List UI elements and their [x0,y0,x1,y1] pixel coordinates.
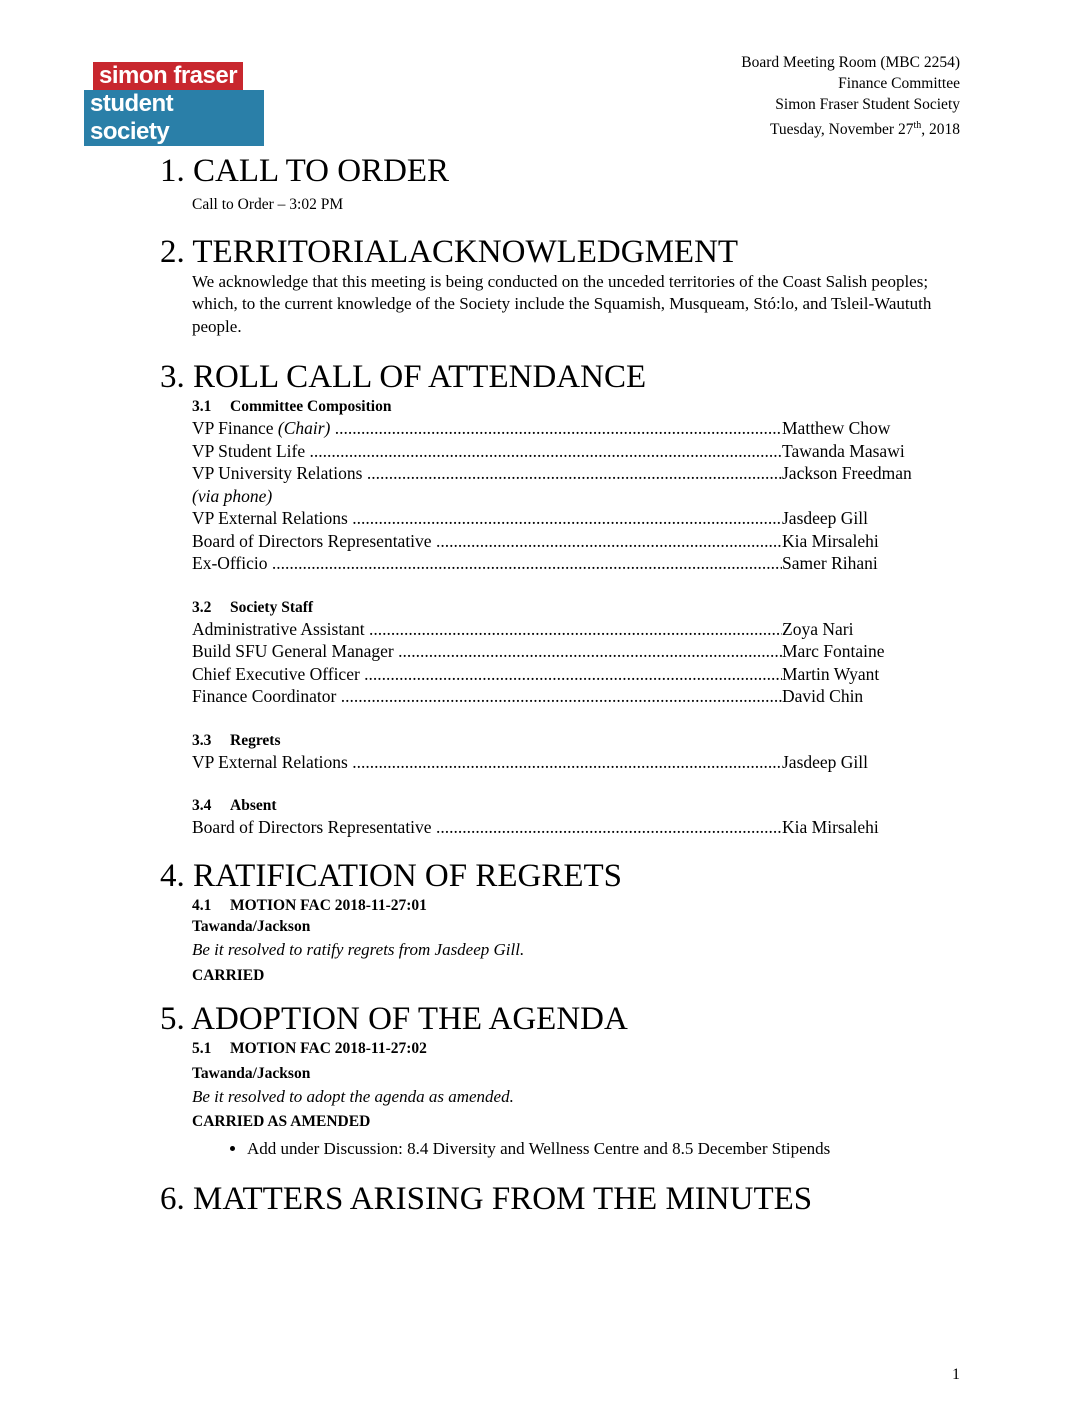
header-society: Simon Fraser Student Society [775,96,960,113]
attendance-person: Samer Rihani [782,553,878,573]
section-2-title: 2. TERRITORIALACKNOWLEDGMENT [160,233,739,270]
attendance-role: Board of Directors Representative ..... [192,530,782,553]
amendment-list [192,1138,960,1160]
acknowledgment-text: We acknowledge that this meeting is being conducted on the unceded territories of the Coast Salish peoples; which, to the current knowledge of the Society include the Squamish, Musqueam, Stó:lo, and Tsleil-Waututh people. [192,271,932,336]
motion-4-1-resolution: Be it resolved to ratify regrets from Jasdeep Gill. [192,939,525,959]
composition-list [192,417,960,575]
attendance-row [192,618,960,641]
header-room: Board Meeting Room (MBC 2254) [741,54,960,71]
ratification-block [192,895,960,987]
minutes-body [160,152,960,1218]
attendance-row [192,816,960,839]
attendance-row [192,685,960,708]
motion-5-1: 5.1 MOTION FAC 2018-11-27:02 [192,1040,427,1057]
attendance-person: Martin Wyant [782,663,880,684]
subheading-composition: 3.1 Committee Composition [192,398,392,415]
logo-line-1: simon fraser [93,62,243,90]
attendance-row [192,417,960,440]
attendance-row [192,462,960,485]
header-date: Tuesday, November 27th, 2018 [769,120,960,139]
subheading-regrets: 3.3 Regrets [192,731,281,749]
attendance-role: Administrative Assistant ..... [192,618,782,641]
attendance-row [192,663,960,686]
regrets-list [192,751,960,774]
motion-4-1: 4.1 MOTION FAC 2018-11-27:01 [192,896,427,914]
attendance-role: Chief Executive Officer ..... [192,663,782,686]
document-header [741,52,960,140]
attendance-person: Jasdeep Gill [782,751,869,772]
sfss-logo [84,62,264,146]
logo-line-2: student society [84,90,264,146]
attendance-person: Jasdeep Gill [782,508,869,528]
attendance-person: Jackson Freedman [782,463,912,483]
motion-5-1-resolution: Be it resolved to adopt the agenda as amended. [192,1087,514,1106]
section-4-title: 4. RATIFICATION OF REGRETS [160,857,623,894]
attendance-block [192,396,960,839]
motion-5-1-movers: Tawanda/Jackson [192,1065,311,1082]
attendance-person: Kia Mirsalehi [782,817,879,837]
attendance-role: Board of Directors Representative ..... [192,816,782,839]
staff-list [192,618,960,708]
attendance-role: VP External Relations ..... [192,751,782,774]
motion-4-1-result: CARRIED [192,967,265,984]
attendance-person: Tawanda Masawi [782,440,905,461]
motion-5-1-result: CARRIED AS AMENDED [192,1112,371,1130]
via-phone-note: (via phone) [192,485,273,506]
attendance-row [192,507,960,530]
section-5-title: 5. ADOPTION OF THE AGENDA [160,1001,628,1037]
page-number: 1 [952,1366,960,1383]
attendance-role: Ex-Officio ..... [192,552,782,575]
amendment-item: • Add under Discussion: 8.4 Diversity and Wellness Centre and 8.5 December Stipends [247,1138,960,1160]
section-3-title: 3. ROLL CALL OF ATTENDANCE [160,359,647,395]
absent-list [192,816,960,839]
section-1-title: 1. CALL TO ORDER [160,153,450,189]
subheading-staff: 3.2 Society Staff [192,598,314,616]
attendance-row [192,530,960,553]
attendance-role: VP University Relations ..... [192,462,782,485]
subheading-absent: 3.4 Absent [192,797,277,814]
attendance-row [192,640,960,663]
attendance-role: Build SFU General Manager ..... [192,640,782,663]
attendance-person: Marc Fontaine [782,641,885,661]
call-to-order-text: Call to Order – 3:02 PM [192,196,344,213]
attendance-role: Finance Coordinator ..... [192,685,782,708]
attendance-role: VP Student Life ..... [192,440,782,463]
attendance-person: Zoya Nari [782,618,854,639]
attendance-row [192,751,960,774]
attendance-role: VP Finance (Chair) ..... [192,417,782,440]
section-6-title: 6. MATTERS ARISING FROM THE MINUTES [160,1180,813,1217]
attendance-person: David Chin [782,686,864,706]
attendance-row [192,552,960,575]
attendance-person: Kia Mirsalehi [782,530,879,551]
motion-4-1-movers: Tawanda/Jackson [192,917,311,935]
agenda-block [192,1038,960,1160]
attendance-role: VP External Relations ..... [192,507,782,530]
header-committee: Finance Committee [838,75,960,92]
attendance-person: Matthew Chow [782,418,891,438]
attendance-row [192,440,960,463]
